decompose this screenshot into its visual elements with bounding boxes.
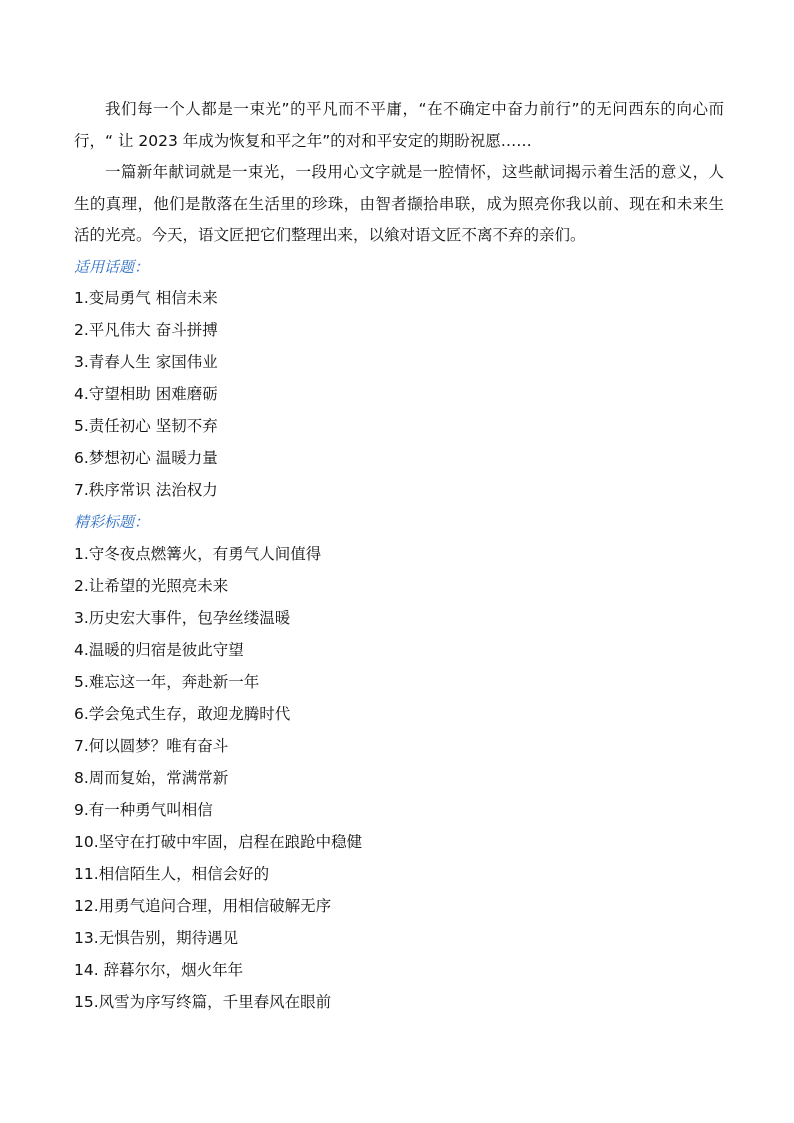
list-item: 5.责任初心 坚韧不弃 — [74, 417, 218, 435]
list-item: 10.坚守在打破中牢固，启程在踉跄中稳健 — [74, 832, 363, 851]
list-item: 9.有一种勇气叫相信 — [74, 800, 213, 819]
list-item: 1.变局勇气 相信未来 — [74, 289, 218, 307]
list-item: 4.守望相助 困难磨砺 — [74, 385, 218, 403]
topics-list — [74, 283, 724, 507]
intro-paragraph-1: 我们每一个人都是一束光”的平凡而不平庸，“在不确定中奋力前行”的无问西东的向心而行，“ 让 2023 年成为恢复和平之年”的对和平安定的期盼祝愿…… — [74, 100, 724, 150]
list-item: 11.相信陌生人，相信会好的 — [74, 864, 270, 883]
list-item: 6.梦想初心 温暖力量 — [74, 449, 218, 467]
titles-list — [74, 539, 724, 1019]
list-item: 5.难忘这一年，奔赴新一年 — [74, 672, 260, 691]
list-item: 15.风雪为序写终篇，千里春风在眼前 — [74, 992, 332, 1011]
list-item: 2.平凡伟大 奋斗拼搏 — [74, 321, 218, 339]
list-item: 14. 辞暮尔尔，烟火年年 — [74, 960, 244, 979]
list-item: 6.学会兔式生存，敢迎龙腾时代 — [74, 704, 291, 723]
list-item: 12.用勇气追问合理，用相信破解无序 — [74, 896, 332, 915]
list-item: 2.让希望的光照亮未来 — [74, 576, 229, 595]
titles-heading: 精彩标题： — [74, 513, 150, 531]
topics-heading: 适用话题： — [74, 257, 150, 276]
intro-paragraph-2: 一篇新年献词就是一束光，一段用心文字就是一腔情怀，这些献词揭示着生活的意义，人生的真理，他们是散落在生活里的珍珠，由智者撷拾串联，成为照亮你我以前、现在和未来生活的光亮。今天，语文匠把它们整理出来，以飨对语文匠不离不弃的亲们。 — [74, 163, 724, 244]
list-item: 1.守冬夜点燃篝火，有勇气人间值得 — [74, 544, 322, 563]
list-item: 4.温暖的归宿是彼此守望 — [74, 640, 244, 659]
list-item: 7.何以圆梦？唯有奋斗 — [74, 736, 229, 755]
list-item: 8.周而复始，常满常新 — [74, 768, 229, 787]
document-page — [74, 94, 724, 1019]
list-item: 7.秩序常识 法治权力 — [74, 481, 218, 499]
list-item: 3.青春人生 家国伟业 — [74, 353, 218, 371]
list-item: 3.历史宏大事件，包孕丝缕温暖 — [74, 608, 291, 627]
list-item: 13.无惧告别，期待遇见 — [74, 928, 239, 947]
